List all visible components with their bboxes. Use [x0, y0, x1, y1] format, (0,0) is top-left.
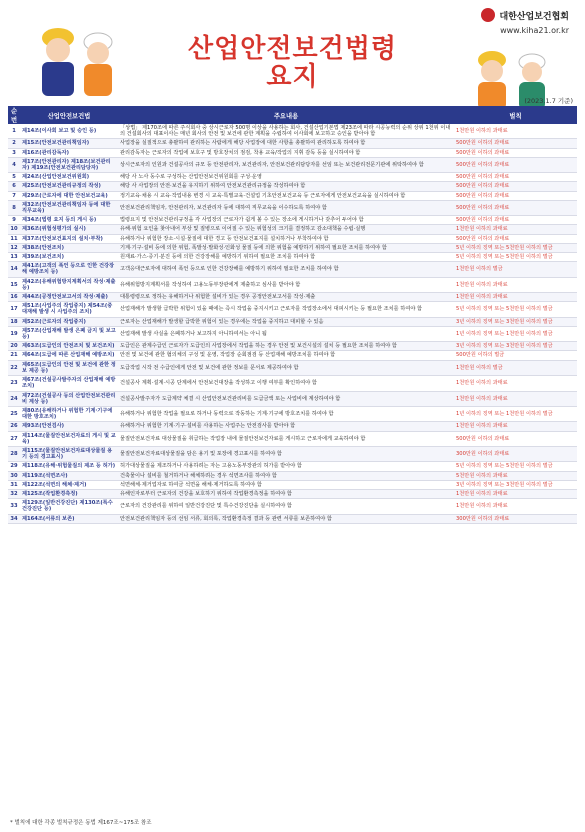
law-content: 해당 사 사업장의 안전·보건을 유지하기 위하여 안전보건관리규정을 작성하여야 함 [118, 182, 454, 191]
penalty: 3년 이하의 징역 또는 3천만원 이하의 벌금 [454, 342, 577, 351]
row-number: 30 [8, 471, 20, 480]
table-row [8, 422, 577, 431]
table-row [8, 360, 577, 375]
penalty: 5년 이하의 징역 또는 5천만원 이하의 벌금 [454, 253, 577, 262]
table-row [8, 462, 577, 471]
law-article: 제129조(일반건강진단) 제130조(특수건강진단 등) [20, 499, 118, 514]
table-row [8, 317, 577, 326]
law-content: 유해·위험 요인을 찾아내어 부상 및 질병으로 이어질 수 있는 위험성의 크기를 결정하고 감소대책을 수립·실행 [118, 225, 454, 234]
law-article: 제39조(보건조치) [20, 253, 118, 262]
law-article: 제118조(유해·위험물질의 제조 등 허가) [20, 462, 118, 471]
logo-icon [481, 8, 495, 22]
row-number: 16 [8, 293, 20, 302]
law-content: 건축물이나 설비를 철거하거나 해체하려는 경우 석면조사를 하여야 함 [118, 471, 454, 480]
law-article: 제164조(서류의 보존) [20, 514, 118, 523]
law-article: 제122조(석면의 해체·제거) [20, 480, 118, 489]
row-number: 23 [8, 376, 20, 391]
law-content: 사업장을 실질적으로 총괄하여 관리하는 사람에게 해당 사업장에 대한 사항을 총괄하여 관리하도록 하여야 함 [118, 139, 454, 148]
header [0, 0, 585, 110]
law-content: 안전 및 보건에 관한 협의체의 구성 및 운영, 작업장 순회점검 등 산업재해 예방조치를 하여야 함 [118, 351, 454, 360]
law-content: 법령요지 및 안전보건관리규정을 각 사업장의 근로자가 쉽게 볼 수 있는 장소에 게시하거나 갖추어 두어야 함 [118, 216, 454, 225]
law-article: 제57조(산업재해 발생 은폐 금지 및 보고 등) [20, 326, 118, 341]
penalty: 500만원 이하의 과태료 [454, 234, 577, 243]
table-row [8, 293, 577, 302]
law-content: 근로자의 건강관리를 위하여 일반건강진단 및 특수건강진단을 실시하여야 함 [118, 499, 454, 514]
law-article: 제17조(안전관리자) 제18조(보건관리자) 제19조(안전보건관리담당자) [20, 157, 118, 172]
law-article: 제37조(안전보건표지의 설치·부착) [20, 234, 118, 243]
law-article: 제14조(이사회 보고 및 승인 등) [20, 124, 118, 139]
law-content: 안전보건관리책임자 등의 선임 서류, 회의록, 작업환경측정 결과 등 관련 서류를 보존하여야 함 [118, 514, 454, 523]
footer-note: * 벌칙에 대한 각종 벌칙규정은 동법 제167조~175조 참조 [10, 820, 152, 826]
law-content: 산업재해가 발생할 급박한 위험이 있을 때에는 즉시 작업을 중지시키고 근로자를 작업장소에서 대피시키는 등 필요한 조치를 하여야 함 [118, 302, 454, 317]
table-row [8, 253, 577, 262]
law-content: 도급작업 시작 전 수급인에게 안전 및 보건에 관한 정보를 문서로 제공하여야 함 [118, 360, 454, 375]
row-number: 4 [8, 157, 20, 172]
association-logo [481, 8, 569, 22]
table-row [8, 157, 577, 172]
penalty: 500만원 이하의 과태료 [454, 173, 577, 182]
table-row [8, 243, 577, 252]
law-article: 제34조(법령 요지 등의 게시 등) [20, 216, 118, 225]
law-article: 제80조(유해하거나 위험한 기계·기구에 대한 방호조치) [20, 406, 118, 421]
table-row [8, 406, 577, 421]
row-number: 6 [8, 182, 20, 191]
penalty: 1천만원 이하의 과태료 [454, 124, 577, 139]
law-content: 유해위험방지계획서를 작성하여 고용노동부장관에게 제출하고 심사를 받아야 함 [118, 277, 454, 292]
penalty: 1천만원 이하의 과태료 [454, 277, 577, 292]
table-row [8, 489, 577, 498]
row-number: 5 [8, 173, 20, 182]
row-number: 33 [8, 499, 20, 514]
row-number: 1 [8, 124, 20, 139]
law-article: 제115조(물질안전보건자료대상물질 용기 등의 경고표시) [20, 446, 118, 461]
law-content: 산업재해 발생 사실을 은폐하거나 보고하지 아니하여서는 아니 됨 [118, 326, 454, 341]
penalty: 500만원 이하의 벌금 [454, 351, 577, 360]
penalty: 1천만원 이하의 과태료 [454, 499, 577, 514]
page-title: 산업안전보건법령 [188, 34, 397, 64]
law-content: 정기교육·채용 시 교육·작업내용 변경 시 교육·특별교육·건설업 기초안전보건교육 등 근로자에게 안전보건교육을 실시하여야 함 [118, 191, 454, 200]
law-content: 유해하거나 위험한 장소·시설·물질에 대한 경고 등 안전보건표지를 설치하거나 부착하여야 함 [118, 234, 454, 243]
penalty: 1천만원 이하의 과태료 [454, 422, 577, 431]
law-article: 제16조(관리감독자) [20, 148, 118, 157]
law-content: 물질안전보건자료 대상물질을 취급하는 작업장 내에 물질안전보건자료를 게시하고 근로자에게 교육하여야 함 [118, 431, 454, 446]
law-article: 제15조(안전보건관리책임자) [20, 139, 118, 148]
penalty: 1천만원 이하의 과태료 [454, 391, 577, 406]
law-content: 해당 사 노사 동수로 구성하는 산업안전보건위원회를 구성·운영 [118, 173, 454, 182]
law-content: 유해하거나 위험한 기계·기구·설비를 사용하는 사업주는 안전검사를 받아야 함 [118, 422, 454, 431]
table-row [8, 124, 577, 139]
law-article: 제36조(위험성평가의 실시) [20, 225, 118, 234]
law-content: 건설공사 계획·설계·시공 단계에서 안전보건대장을 작성하고 이행 여부를 확인하여야 함 [118, 376, 454, 391]
law-content: 원재료·가스·증기·분진 등에 의한 건강장해를 예방하기 위하여 필요한 조치를 하여야 함 [118, 253, 454, 262]
law-content: 「상법」 제170조에 따른 주식회사 중 상시근로자 500명 이상을 사용하는 회사, 건설산업기본법 제23조에 따라 시공능력의 순위 상위 1천위 이내의 건설회사의 대표이사는 매년 회사의 안전 및 보건에 관한 계획을 수립하여 이사회에 보고하고 승인을 받아야 함 [118, 124, 454, 139]
row-number: 3 [8, 148, 20, 157]
row-number: 12 [8, 243, 20, 252]
row-number: 32 [8, 489, 20, 498]
row-number: 25 [8, 406, 20, 421]
penalty: 500만원 이하의 과태료 [454, 431, 577, 446]
row-number: 31 [8, 480, 20, 489]
law-content: 유해하거나 위험한 작업을 필요로 하거나 동력으로 작동하는 기계·기구에 방호조치를 하여야 함 [118, 406, 454, 421]
table-row [8, 148, 577, 157]
law-article: 제25조(안전보건관리규정의 작성) [20, 182, 118, 191]
row-number: 22 [8, 360, 20, 375]
penalty: 300만원 이하의 과태료 [454, 514, 577, 523]
penalty: 1천만원 이하의 과태료 [454, 225, 577, 234]
law-article: 제51조(사업주의 작업중지) 제54조(중대재해 발생 시 사업주의 조치) [20, 302, 118, 317]
penalty: 500만원 이하의 과태료 [454, 148, 577, 157]
penalty: 5천만원 이하의 과태료 [454, 471, 577, 480]
table-row [8, 391, 577, 406]
table-row [8, 200, 577, 215]
law-article: 제64조(도급에 따른 산업재해 예방조치) [20, 351, 118, 360]
law-article: 제32조(안전보건관리책임자 등에 대한 직무교육) [20, 200, 118, 215]
law-content: 대통령령으로 정하는 유해하거나 위험한 설비가 있는 경우 공정안전보고서를 작성·제출 [118, 293, 454, 302]
law-article: 제44조(공정안전보고서의 작성·제출) [20, 293, 118, 302]
law-article: 제65조(도급인의 안전 및 보건에 관한 정보 제공 등) [20, 360, 118, 375]
logo-name: 대한산업보건협회 [499, 11, 569, 22]
penalty: 1년 이하의 징역 또는 1천만원 이하의 벌금 [454, 326, 577, 341]
law-summary-table [8, 106, 577, 524]
reference-date: (2023.1.7 기준) [524, 97, 573, 105]
penalty: 1천만원 이하의 과태료 [454, 489, 577, 498]
law-article: 제125조(작업환경측정) [20, 489, 118, 498]
table-row [8, 471, 577, 480]
row-number: 26 [8, 422, 20, 431]
row-number: 7 [8, 191, 20, 200]
law-content: 도급인은 관계수급인 근로자가 도급인의 사업장에서 작업을 하는 경우 안전 및 보건시설의 설치 등 필요한 조치를 하여야 함 [118, 342, 454, 351]
row-number: 17 [8, 302, 20, 317]
row-number: 8 [8, 200, 20, 215]
penalty: 1천만원 이하의 벌금 [454, 360, 577, 375]
table-row [8, 342, 577, 351]
law-article: 제41조(고객의 폭언 등으로 인한 건강장해 예방조치 등) [20, 262, 118, 277]
law-content: 기계·기구·설비 등에 의한 위험, 폭발성·발화성·인화성 물질 등에 의한 위험을 예방하기 위하여 필요한 조치를 하여야 함 [118, 243, 454, 252]
law-article: 제67조(건설공사발주자의 산업재해 예방 조치) [20, 376, 118, 391]
col-header-content: 주요내용 [118, 106, 454, 124]
table-row [8, 191, 577, 200]
penalty: 1천만원 이하의 과태료 [454, 293, 577, 302]
col-header-law: 산업안전보건법 [20, 106, 118, 124]
law-content: 건설공사발주자가 도급계약 체결 시 산업안전보건관리비를 도급금액 또는 사업비에 계상하여야 함 [118, 391, 454, 406]
row-number: 28 [8, 446, 20, 461]
table-row [8, 326, 577, 341]
penalty: 500만원 이하의 과태료 [454, 139, 577, 148]
row-number: 27 [8, 431, 20, 446]
row-number: 19 [8, 326, 20, 341]
table-row [8, 182, 577, 191]
table-row [8, 262, 577, 277]
law-content: 허가대상물질을 제조하거나 사용하려는 자는 고용노동부장관의 허가를 받아야 함 [118, 462, 454, 471]
law-article: 제63조(도급인의 안전조치 및 보건조치) [20, 342, 118, 351]
website-url: www.kiha21.or.kr [500, 26, 569, 35]
penalty: 500만원 이하의 과태료 [454, 191, 577, 200]
row-number: 20 [8, 342, 20, 351]
penalty: 5년 이하의 징역 또는 5천만원 이하의 벌금 [454, 243, 577, 252]
table-header-row [8, 106, 577, 124]
law-content: 근로자는 산업재해가 발생할 급박한 위험이 있는 경우에는 작업을 중지하고 대피할 수 있음 [118, 317, 454, 326]
table-row [8, 216, 577, 225]
page-subtitle: 요지 [266, 62, 319, 92]
law-content: 석면해체·제거업자로 하여금 석면을 해체·제거하도록 하여야 함 [118, 480, 454, 489]
row-number: 14 [8, 262, 20, 277]
penalty: 5년 이하의 징역 또는 5천만원 이하의 벌금 [454, 302, 577, 317]
penalty: 500만원 이하의 과태료 [454, 157, 577, 172]
table-row [8, 446, 577, 461]
row-number: 18 [8, 317, 20, 326]
law-article: 제114조(물질안전보건자료의 게시 및 교육) [20, 431, 118, 446]
law-content: 안전보건관리책임자, 안전관리자, 보건관리자 등에 대하여 직무교육을 이수하도록 하여야 함 [118, 200, 454, 215]
law-article: 제93조(안전검사) [20, 422, 118, 431]
law-content: 고객응대근로자에 대하여 폭언 등으로 인한 건강장해를 예방하기 위하여 필요한 조치를 하여야 함 [118, 262, 454, 277]
penalty: 5년 이하의 징역 또는 5천만원 이하의 벌금 [454, 462, 577, 471]
col-header-no: 순번 [8, 106, 20, 124]
row-number: 24 [8, 391, 20, 406]
law-article: 제24조(산업안전보건위원회) [20, 173, 118, 182]
row-number: 15 [8, 277, 20, 292]
penalty: 500만원 이하의 과태료 [454, 200, 577, 215]
table-row [8, 277, 577, 292]
law-article: 제38조(안전조치) [20, 243, 118, 252]
penalty: 1천만원 이하의 과태료 [454, 376, 577, 391]
table-row [8, 499, 577, 514]
table-row [8, 376, 577, 391]
table-row [8, 302, 577, 317]
table-row [8, 173, 577, 182]
table-row [8, 431, 577, 446]
table-row [8, 480, 577, 489]
row-number: 10 [8, 225, 20, 234]
table-row [8, 514, 577, 523]
law-article: 제119조(석면조사) [20, 471, 118, 480]
law-article: 제42조(유해위험방지계획서의 작성·제출 등) [20, 277, 118, 292]
penalty: 1년 이하의 징역 또는 1천만원 이하의 벌금 [454, 406, 577, 421]
table-row [8, 139, 577, 148]
row-number: 29 [8, 462, 20, 471]
penalty: 3년 이하의 징역 또는 3천만원 이하의 벌금 [454, 317, 577, 326]
law-article: 제72조(건설공사 등의 산업안전보건관리비 계상 등) [20, 391, 118, 406]
penalty: 1천만원 이하의 벌금 [454, 262, 577, 277]
table-row [8, 234, 577, 243]
penalty: 300만원 이하의 과태료 [454, 446, 577, 461]
col-header-penalty: 벌칙 [454, 106, 577, 124]
row-number: 21 [8, 351, 20, 360]
law-content: 물질안전보건자료대상물질을 담은 용기 및 포장에 경고표시를 하여야 함 [118, 446, 454, 461]
law-article: 제29조(근로자에 대한 안전보건교육) [20, 191, 118, 200]
penalty: 3년 이하의 징역 또는 3천만원 이하의 벌금 [454, 480, 577, 489]
row-number: 2 [8, 139, 20, 148]
law-content: 상시근로자의 인원과 건설공사의 규모 등 안전관리자, 보건관리자, 안전보건관리담당자를 선임 또는 보건관리전문기관에 위탁하여야 함 [118, 157, 454, 172]
penalty: 500만원 이하의 과태료 [454, 182, 577, 191]
law-content: 관리감독자는 근로자의 작업에 보호구 및 방호장치의 점검, 착용 교육/작업의 지휘 감독 등을 실시하여야 함 [118, 148, 454, 157]
table-row [8, 351, 577, 360]
row-number: 13 [8, 253, 20, 262]
table-row [8, 225, 577, 234]
law-article: 제52조(근로자의 작업중지) [20, 317, 118, 326]
row-number: 9 [8, 216, 20, 225]
law-content: 유해인자로부터 근로자의 건강을 보호하기 위하여 작업환경측정을 하여야 함 [118, 489, 454, 498]
row-number: 11 [8, 234, 20, 243]
penalty: 500만원 이하의 과태료 [454, 216, 577, 225]
row-number: 34 [8, 514, 20, 523]
